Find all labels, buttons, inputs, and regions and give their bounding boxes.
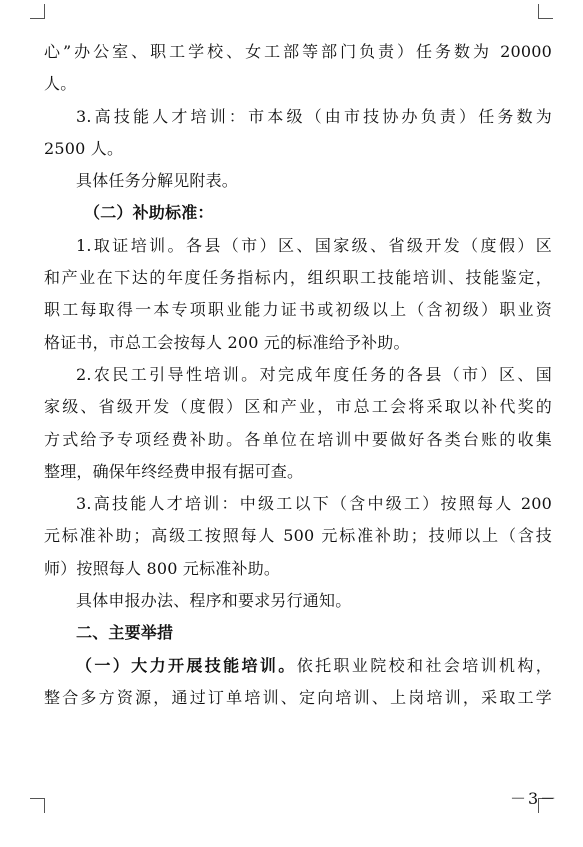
text-line: 1.取证培训。各县（市）区、国家级、省级开发（度假）区 [76,235,552,255]
text-line: 整合多方资源，通过订单培训、定向培训、上岗培训，采取工学 [44,687,552,707]
section-subheading: （二）补助标准： [84,203,214,223]
text-line: 家级、省级开发（度假）区和产业，市总工会将采取以补代奖的 [44,397,552,417]
text-line [44,650,552,682]
document-body [44,36,552,714]
page-number: －3－ [510,789,559,808]
text-line: 方式给予专项经费补助。各单位在培训中要做好各类台账的收集 [44,429,552,449]
measure-heading: （一）大力开展技能培训。 [76,655,297,675]
text-line: 具体申报办法、程序和要求另行通知。 [76,591,352,611]
text-line: 职工每取得一本专项职业能力证书或初级以上（含初级）职业资 [44,300,552,320]
corner-mark-top-left [30,4,45,19]
text-line: 2500 人。 [44,138,124,158]
text-line: 具体任务分解见附表。 [76,171,239,191]
corner-mark-bottom-left [30,798,45,813]
text-line: 和产业在下达的年度任务指标内，组织职工技能培训、技能鉴定， [44,268,552,288]
text-line: 师）按照每人 800 元标准补助。 [44,558,281,578]
text-line: 人。 [44,74,77,94]
text-run: 依托职业院校和社会培训机构， [296,655,552,675]
corner-mark-top-right [538,4,553,19]
section-heading: 二、主要举措 [76,623,174,643]
text-line: 3.高技能人才培训：中级工以下（含中级工）按照每人 200 [76,494,552,514]
text-line: 2.农民工引导性培训。对完成年度任务的各县（市）区、国 [76,364,552,384]
text-line: 3.高技能人才培训：市本级（由市技协办负责）任务数为 [76,106,552,126]
text-line: 心”办公室、职工学校、女工部等部门负责）任务数为 20000 [44,42,552,61]
text-line: 元标准补助；高级工按照每人 500 元标准补助；技师以上（含技 [44,526,552,546]
text-line: 整理，确保年终经费申报有据可查。 [44,461,304,481]
text-line: 格证书，市总工会按每人 200 元的标准给予补助。 [44,332,410,352]
